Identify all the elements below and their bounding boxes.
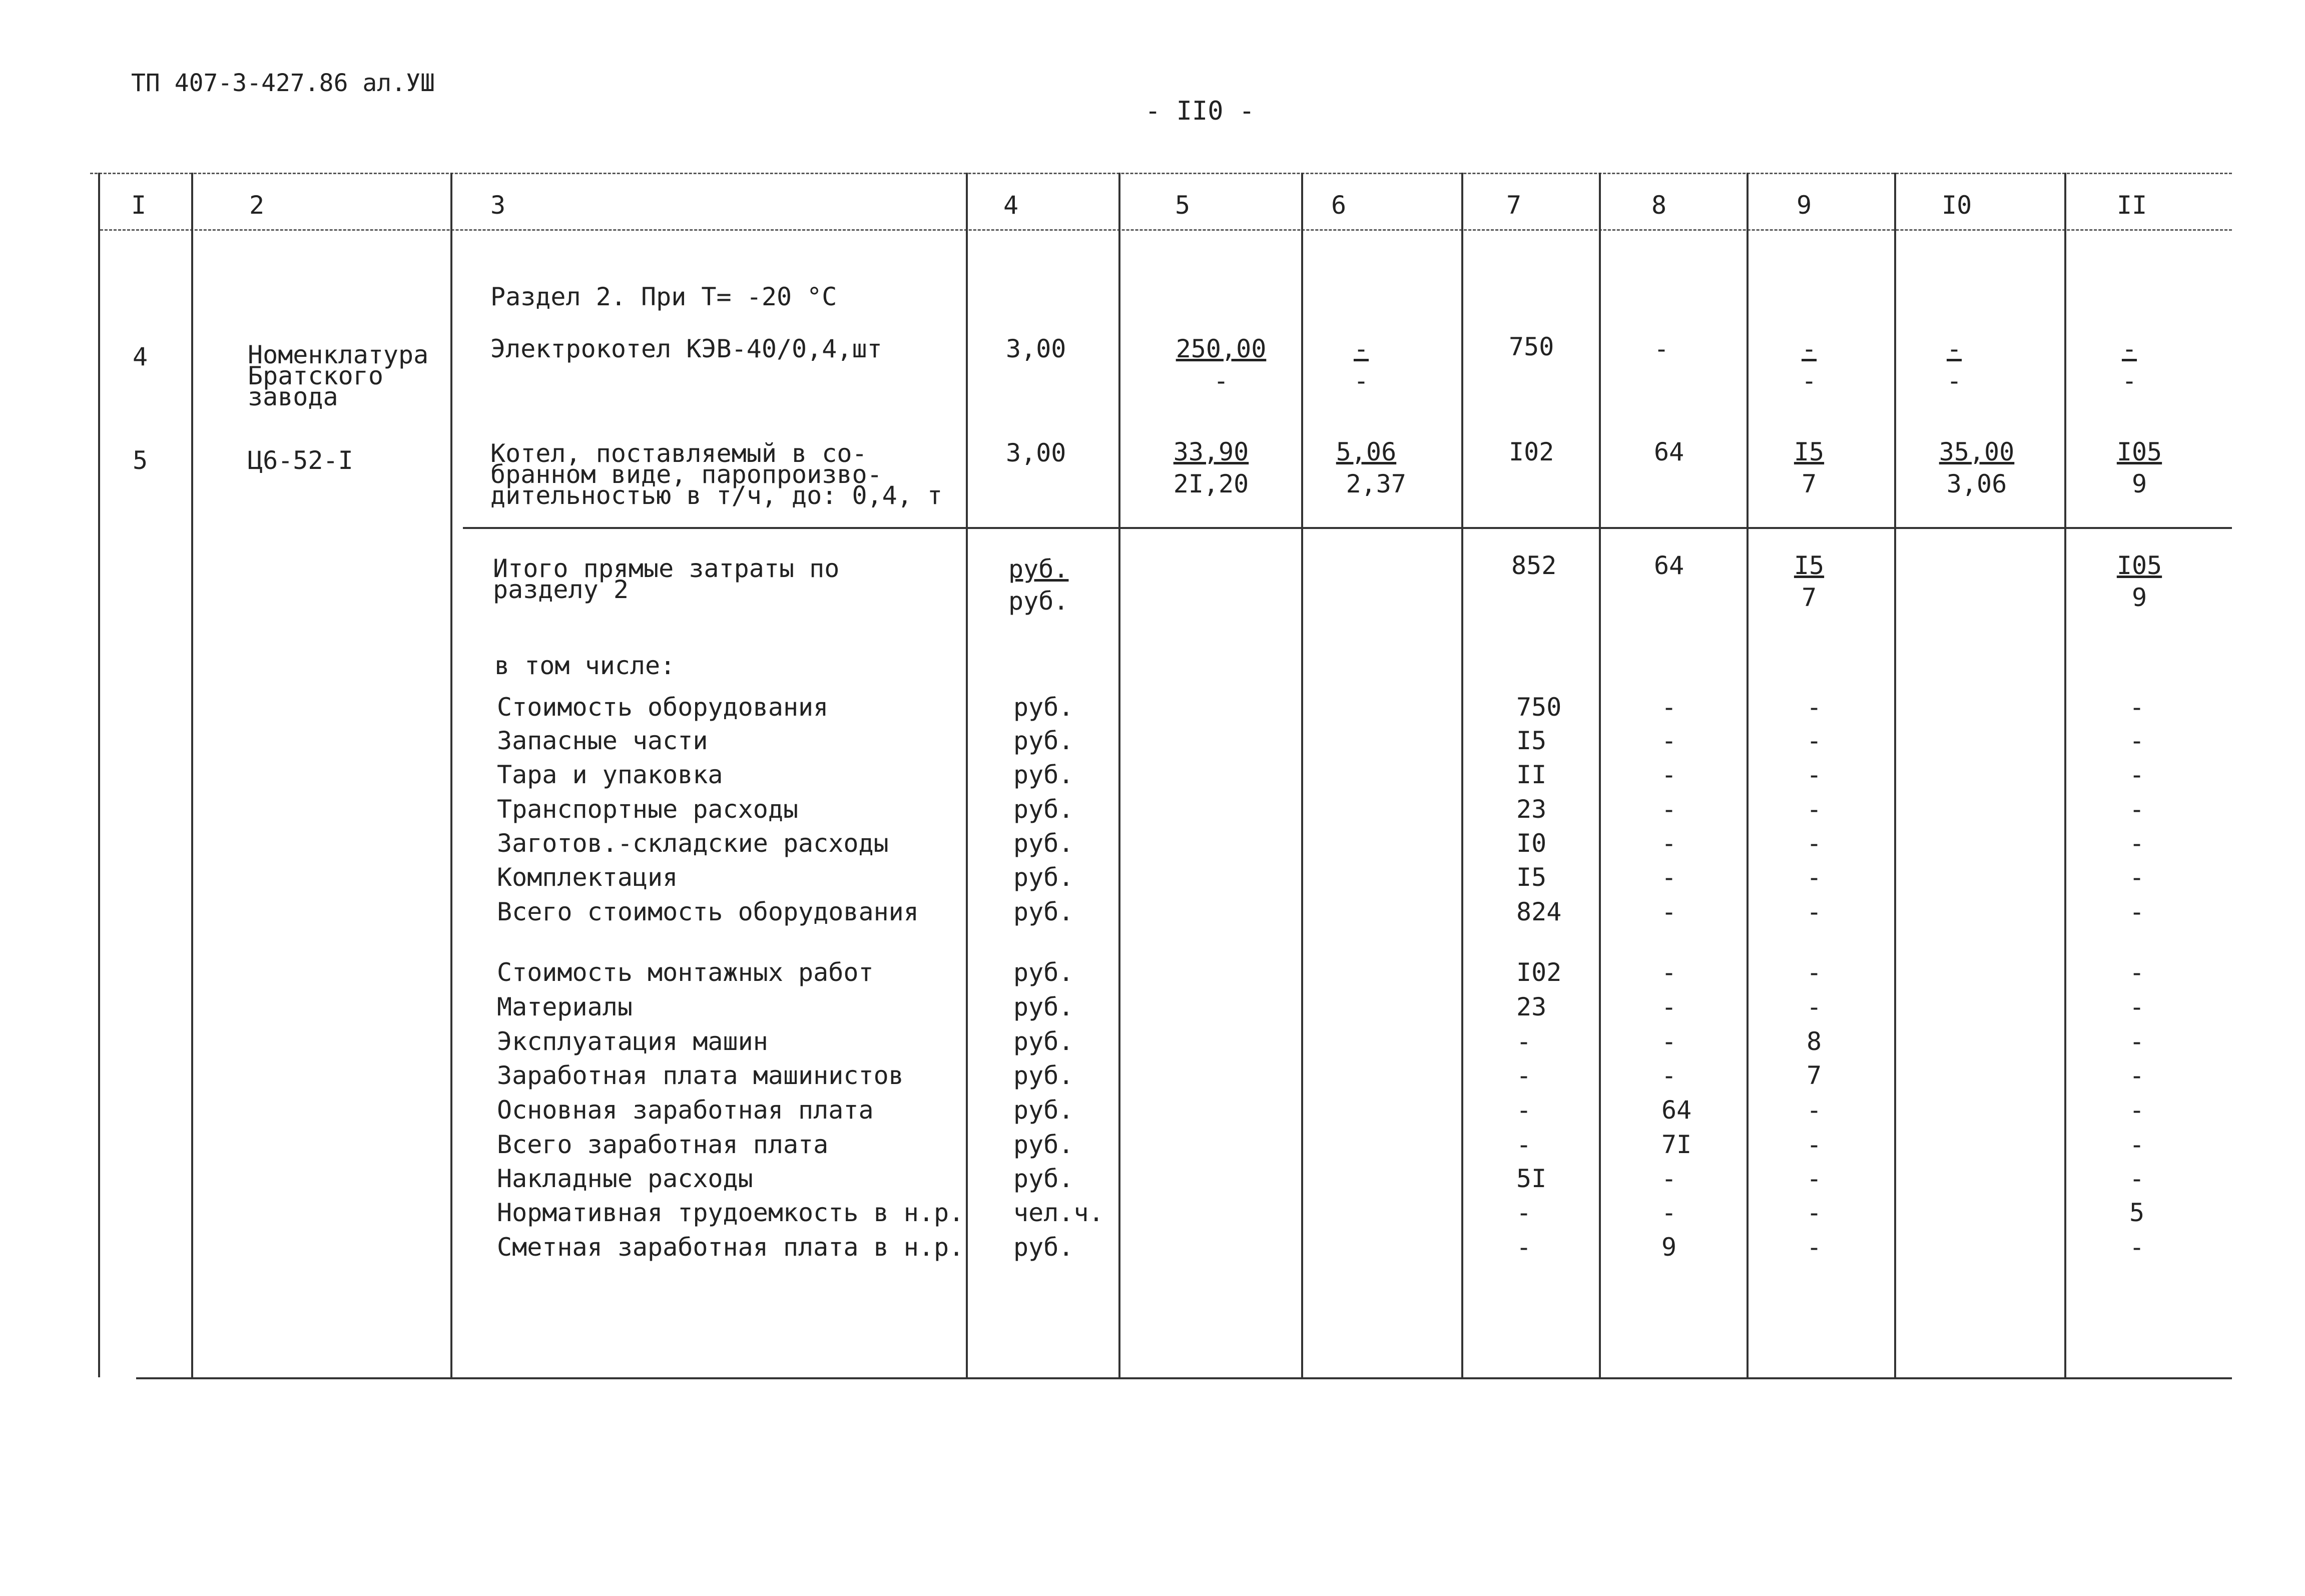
column-divider [98, 173, 100, 1377]
machine-cost: - [1807, 760, 1822, 789]
cost-item-name: Тара и упаковка [497, 760, 723, 789]
install-cost: - [1661, 693, 1677, 722]
page-number: - II0 - [1145, 96, 1255, 126]
unit-cost-fraction: $\frac{33,90}{2I,20}$ [1173, 437, 1249, 498]
install-cost: - [1661, 863, 1677, 892]
unit-cost-total: 250,00 [1176, 334, 1267, 363]
column-header: 9 [1797, 191, 1812, 220]
equipment-cost: I02 [1516, 958, 1562, 987]
column-divider [1894, 173, 1896, 1377]
machine-cost: 8 [1807, 1027, 1822, 1056]
section-title: Раздел 2. При Т= -20 °С [490, 282, 837, 311]
equipment-cost: - [1516, 1061, 1532, 1090]
wages-cost: - [2129, 1233, 2145, 1262]
machine-cost: - [1807, 726, 1822, 755]
cost-item-name: Заработная плата машинистов [497, 1061, 904, 1090]
column-header: 3 [490, 191, 506, 220]
cost-item-unit: руб. [1013, 1096, 1074, 1125]
equipment-cost: - [1516, 1130, 1532, 1159]
machine-cost: 7 [1807, 1061, 1822, 1090]
column-header: I [131, 191, 147, 220]
equipment-cost: 5I [1516, 1164, 1547, 1193]
cost-item-unit: руб. [1013, 1164, 1074, 1193]
machine-cost: - [1807, 958, 1822, 987]
wages-cost: - [2129, 897, 2145, 926]
cost-item-unit: руб. [1013, 1130, 1074, 1159]
equipment-cost: I5 [1516, 726, 1547, 755]
wages-cost: - [2129, 726, 2145, 755]
wages-fraction: - - [2121, 334, 2137, 395]
install-cost: 64 [1661, 1096, 1692, 1125]
table-bottom-border [136, 1377, 2232, 1379]
unit-cost-fraction [1166, 336, 1276, 393]
row-number: 4 [133, 342, 148, 371]
column-divider [450, 173, 452, 1377]
equipment-cost: - [1516, 1027, 1532, 1056]
column-header: I0 [1942, 191, 1972, 220]
column-divider [1747, 173, 1749, 1377]
wages-cost: - [2129, 863, 2145, 892]
column-header: 6 [1331, 191, 1347, 220]
install-cost: 7I [1661, 1130, 1692, 1159]
item-quantity: 3,00 [1006, 438, 1066, 467]
cost-item-unit: руб. [1013, 795, 1074, 824]
cost-item-name: Накладные расходы [497, 1164, 753, 1193]
column-divider [1118, 173, 1120, 1377]
labor-fraction: $\frac{35,00}{3,06}$ [1939, 437, 2015, 498]
cost-item-unit: руб. [1013, 1233, 1074, 1262]
item-quantity: 3,00 [1006, 334, 1066, 363]
cost-item-unit: руб. [1013, 760, 1074, 789]
cost-item-unit: руб. [1013, 1061, 1074, 1090]
price-source: Ц6-52-I [248, 446, 353, 475]
equipment-cost: I5 [1516, 863, 1547, 892]
wages-cost: - [2129, 1096, 2145, 1125]
cost-item-name: Основная заработная плата [497, 1096, 874, 1125]
item-name: Котел, поставляемый в со- бранном виде, паропроизво- дительностью в т/ч, до: 0,4, т [490, 439, 943, 510]
cost-item-name: Стоимость оборудования [497, 693, 829, 722]
install-cost: - [1661, 795, 1677, 824]
cost-item-unit: руб. [1013, 693, 1074, 722]
install-unit-fraction: $\frac{5,06}{2,37}$ [1336, 437, 1406, 498]
column-header: 8 [1651, 191, 1667, 220]
machine-cost-fraction: $\frac{I5}{7}$ [1794, 437, 1825, 498]
column-divider [1599, 173, 1601, 1377]
cost-item-unit: руб. [1013, 829, 1074, 858]
cost-item-name: Эксплуатация машин [497, 1027, 768, 1056]
cost-item-unit: руб. [1013, 897, 1074, 926]
wages-cost: - [2129, 795, 2145, 824]
column-divider [191, 173, 193, 1377]
wages-cost: - [2129, 1027, 2145, 1056]
column-divider [966, 173, 968, 1377]
cost-item-name: Материалы [497, 992, 633, 1021]
column-divider [1301, 173, 1303, 1377]
machine-cost: - [1807, 1164, 1822, 1193]
subtotal-machines: $\frac{I5}{7}$ [1794, 551, 1825, 612]
equipment-cost: 23 [1516, 795, 1547, 824]
cost-item-name: Нормативная трудоемкость в н.р. [497, 1198, 964, 1227]
cost-item-unit: руб. [1013, 726, 1074, 755]
wages-cost: - [2129, 693, 2145, 722]
column-divider [2064, 173, 2066, 1377]
wages-cost: - [2129, 1130, 2145, 1159]
machine-cost-fraction: - - [1801, 334, 1817, 395]
cost-item-name: Заготов.-складские расходы [497, 829, 889, 858]
equipment-cost: I02 [1509, 437, 1554, 466]
cost-item-name: Транспортные расходы [497, 795, 799, 824]
cost-item-name: Сметная заработная плата в н.р. [497, 1233, 964, 1262]
install-cost: - [1661, 1061, 1677, 1090]
machine-cost: - [1807, 1130, 1822, 1159]
install-cost: - [1661, 1164, 1677, 1193]
column-header: 5 [1175, 191, 1191, 220]
column-header: II [2117, 191, 2147, 220]
machine-cost: - [1807, 1096, 1822, 1125]
equipment-cost: I0 [1516, 829, 1547, 858]
machine-cost: - [1807, 992, 1822, 1021]
column-divider [1461, 173, 1463, 1377]
cost-item-name: Стоимость монтажных работ [497, 958, 874, 987]
subtotal-equipment: 852 [1511, 551, 1557, 580]
equipment-cost: II [1516, 760, 1547, 789]
wages-cost: - [2129, 1164, 2145, 1193]
install-unit-fraction: - - [1353, 334, 1369, 395]
section-subtotal-divider [463, 527, 2232, 529]
labor-fraction: - - [1946, 334, 1962, 395]
wages-cost: - [2129, 829, 2145, 858]
cost-item-unit: руб. [1013, 958, 1074, 987]
subtotal-wages: $\frac{I05}{9}$ [2116, 551, 2162, 612]
cost-item-name: Запасные части [497, 726, 708, 755]
cost-item-unit: руб. [1013, 1027, 1074, 1056]
install-cost: - [1661, 726, 1677, 755]
equipment-cost: 750 [1509, 332, 1554, 361]
wages-fraction: $\frac{I05}{9}$ [2116, 437, 2162, 498]
subtotal-unit: руб. руб. [1008, 555, 1069, 616]
subtotal-label: Итого прямые затраты по разделу 2 [493, 554, 840, 604]
wages-cost: - [2129, 958, 2145, 987]
equipment-cost: 750 [1516, 693, 1562, 722]
cost-item-unit: чел.ч. [1013, 1198, 1104, 1227]
machine-cost: - [1807, 693, 1822, 722]
cost-item-unit: руб. [1013, 863, 1074, 892]
install-cost: - [1661, 1198, 1677, 1227]
install-cost: - [1661, 897, 1677, 926]
equipment-cost: 23 [1516, 992, 1547, 1021]
unit-cost-wages: - [1213, 366, 1229, 395]
row-number: 5 [133, 446, 148, 475]
machine-cost: - [1807, 863, 1822, 892]
install-cost: - [1661, 958, 1677, 987]
equipment-cost: - [1516, 1198, 1532, 1227]
install-cost: - [1654, 334, 1669, 363]
wages-cost: - [2129, 992, 2145, 1021]
column-header: 4 [1003, 191, 1019, 220]
cost-item-name: Всего стоимость оборудования [497, 897, 919, 926]
cost-item-unit: руб. [1013, 992, 1074, 1021]
including-label: в том числе: [494, 651, 676, 680]
install-cost: - [1661, 829, 1677, 858]
install-cost: - [1661, 760, 1677, 789]
machine-cost: - [1807, 829, 1822, 858]
machine-cost: - [1807, 795, 1822, 824]
equipment-cost: - [1516, 1233, 1532, 1262]
cost-item-name: Всего заработная плата [497, 1130, 829, 1159]
subtotal-install: 64 [1654, 551, 1684, 580]
table-top-border [90, 173, 2232, 174]
machine-cost: - [1807, 897, 1822, 926]
install-cost: 64 [1654, 437, 1684, 466]
install-cost: - [1661, 1027, 1677, 1056]
install-cost: 9 [1661, 1233, 1677, 1262]
item-name: Электрокотел КЭВ-40/0,4,шт [490, 334, 882, 363]
header-bottom-border [100, 229, 2232, 231]
machine-cost: - [1807, 1198, 1822, 1227]
column-header: 2 [249, 191, 265, 220]
wages-cost: - [2129, 1061, 2145, 1090]
document-reference: ТП 407-3-427.86 ал.УШ [131, 69, 435, 97]
cost-item-name: Комплектация [497, 863, 678, 892]
machine-cost: - [1807, 1233, 1822, 1262]
wages-cost: - [2129, 760, 2145, 789]
column-header: 7 [1506, 191, 1522, 220]
equipment-cost: 824 [1516, 897, 1562, 926]
install-cost: - [1661, 992, 1677, 1021]
price-source: Номенклатура Братского завода [248, 340, 429, 411]
wages-cost: 5 [2129, 1198, 2145, 1227]
equipment-cost: - [1516, 1096, 1532, 1125]
